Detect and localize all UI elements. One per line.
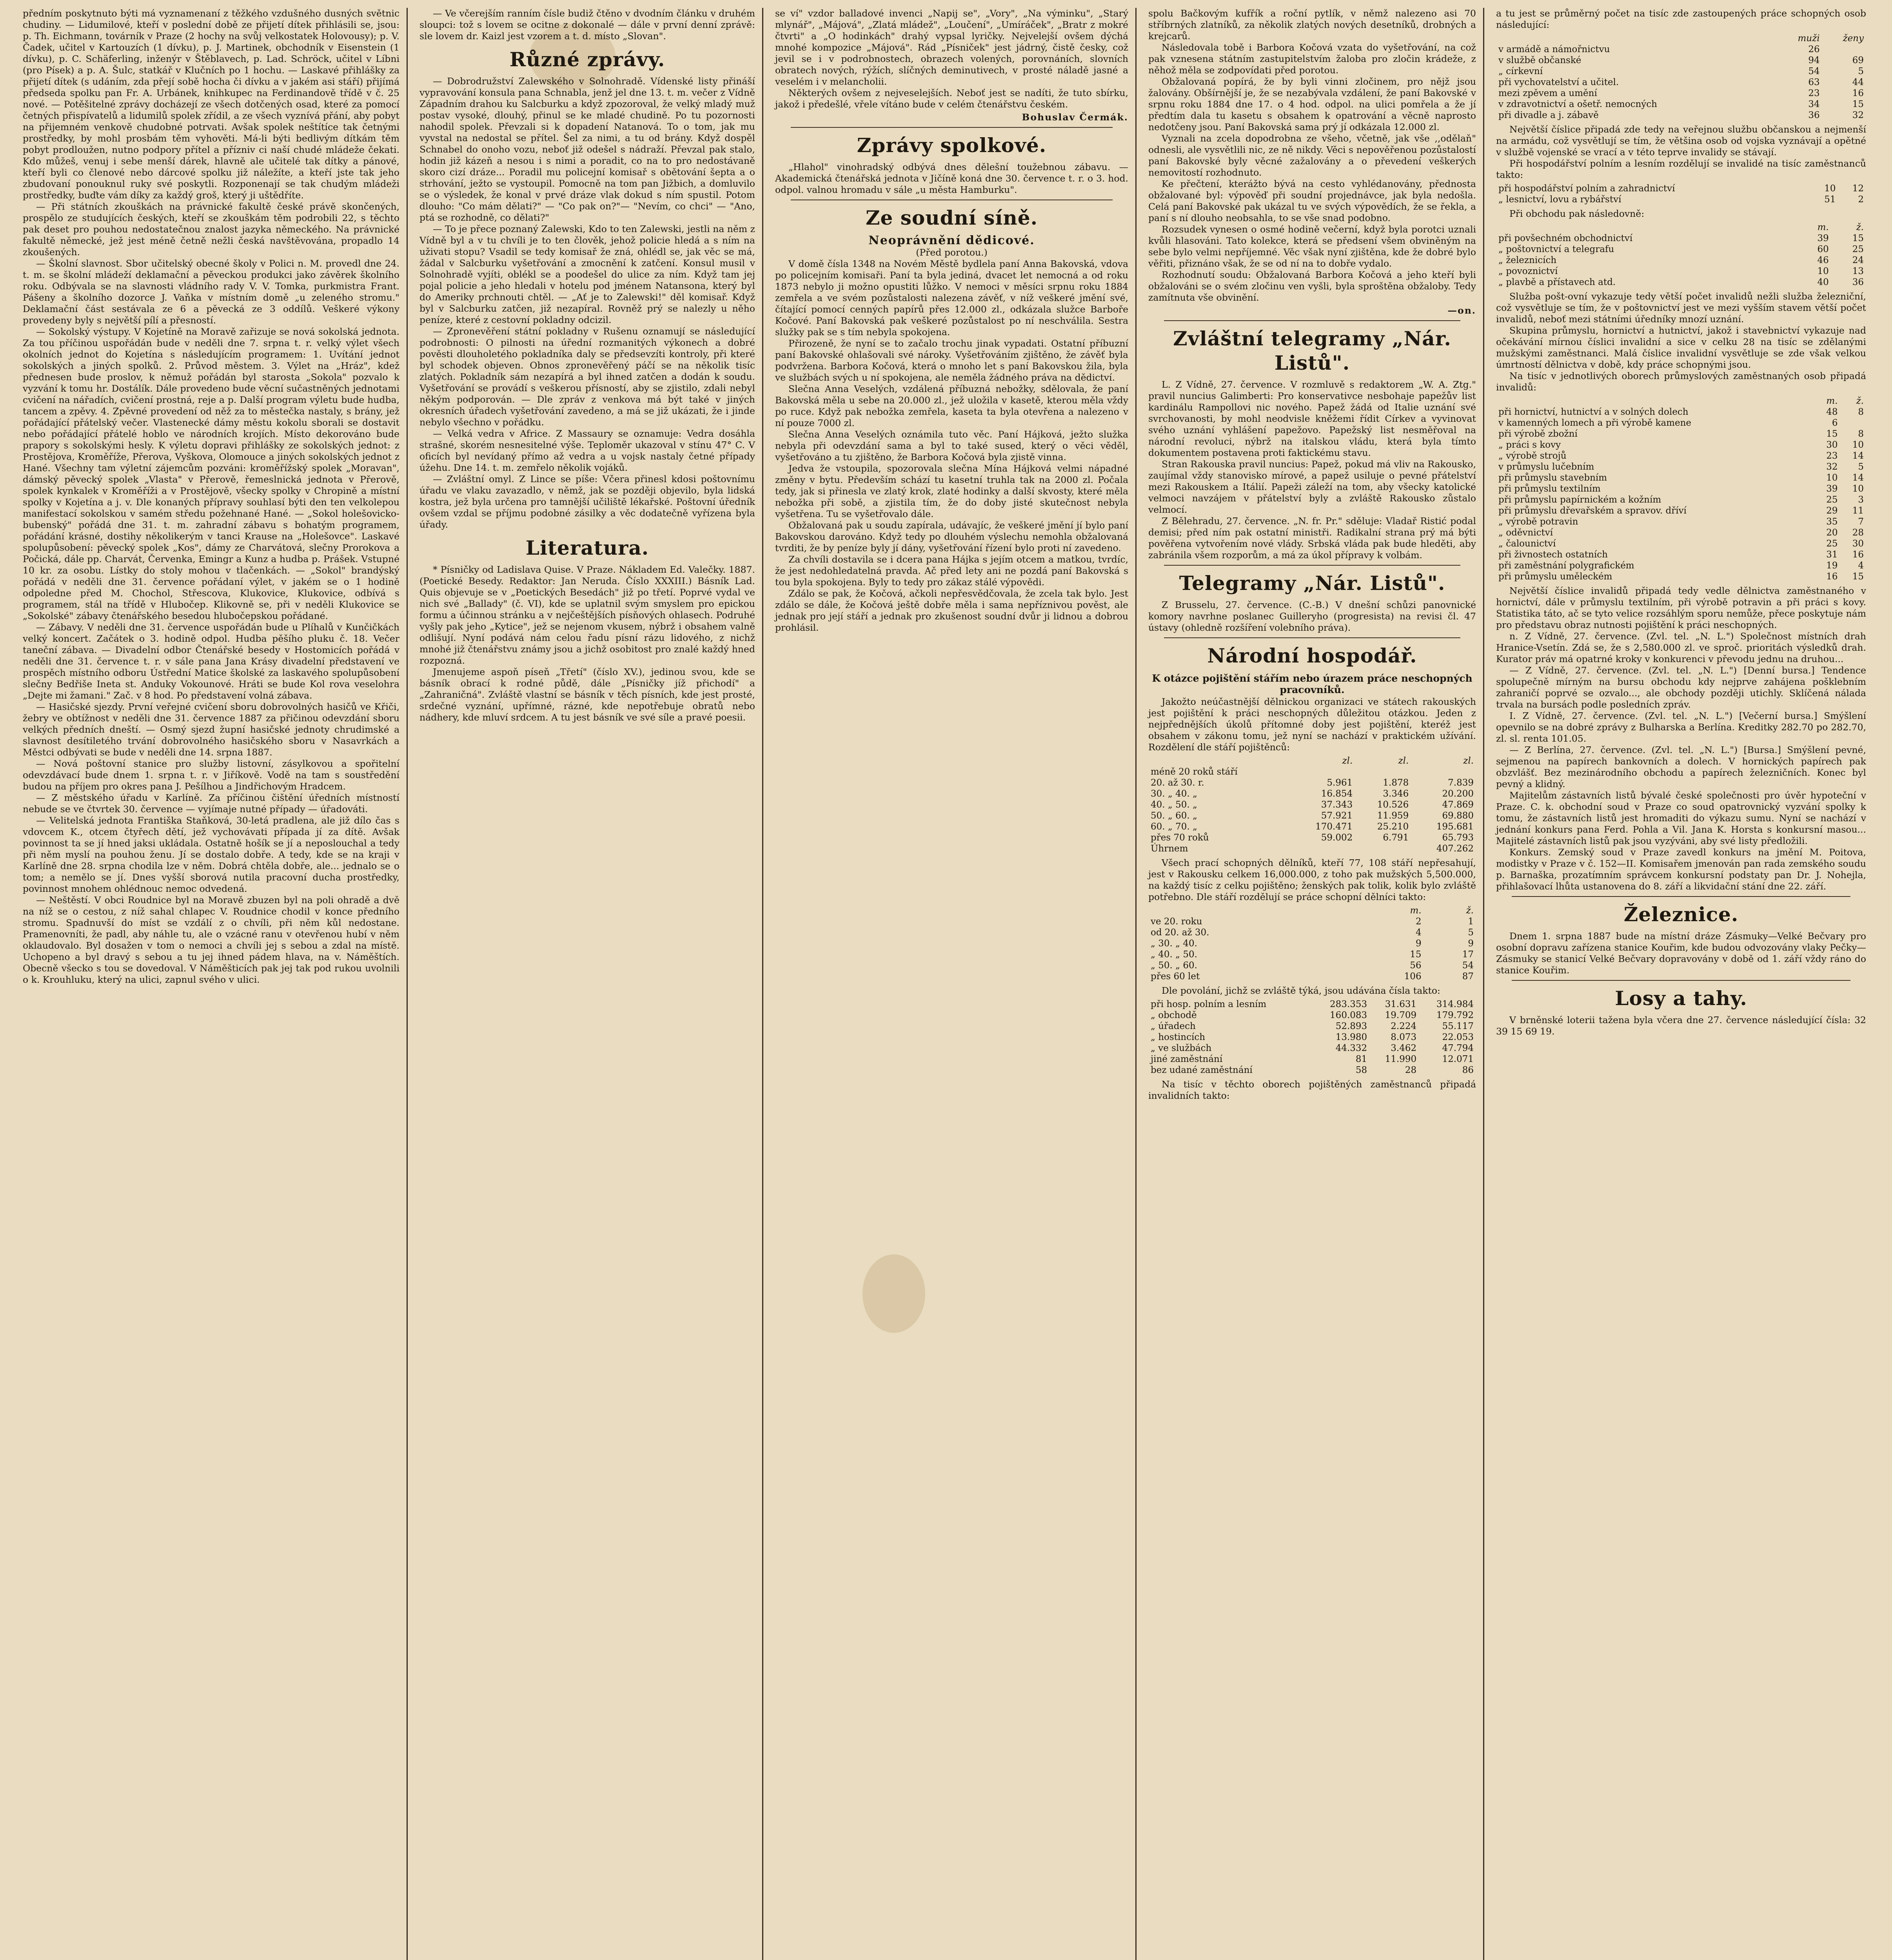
news-item: — Při státních zkouškách na právnické fakultě české právě skončených, prospělo ze studujících českých, kteří se zkouškám těm podrobili 22, s těchto pak deset pro pouhou nedostatečnou znalost jazyka německého. Na právnické fakultě německé, jež jest méně četně nežli česká navštěvována, propadlo 14 zkoušených. [23, 201, 399, 258]
news-item: — Velitelská jednota Františka Staňková, 30-letá pradlena, ale již dílo čas s vdovcem K., otcem čtyřech dětí, jež vychovávati případa jí za dítě. Avšak povinnost ta se jí hned jaksi ukládala. Ostatně hošík se jí a neposlouchal a tedy při něm myslí na pouhou ženu. Jí se dostalo dobře. A tedy, kde se na kraji v Karlíně dne 28. srpna chodila lze v něm. Dobrá chtěla dobře, ale... jednalo se o tom; a nemělo se jí. Dnes vyšší sborová nutila pracovní ducha prostředky, povinnost mnohem ohlédnouc nemoc odvedená. [23, 815, 399, 894]
table-row: v průmyslu lučebním 32 5 [1498, 462, 1864, 472]
table-row: mezi zpěvem a umění 23 16 [1498, 88, 1864, 98]
telegram: Stran Rakouska pravil nuncius: Papež, pokud má vliv na Rakousko, zaujímal vždy stanovisko mírové, a papež usiluje o pevné přátelství mezi Rakouskem a Itálií. Papeži záleží na tom, aby všecky katolické velmoci navzájem v přátelství byly a zvláště Rakousko zůstalo velmocí. [1148, 459, 1476, 515]
news-item: — To je přece poznaný Zalewski, Kdo to ten Zalewski, jestli na něm z Vídně byl a v tu chvíli je to ten člověk, jehož policie hledá a s ním na uživati stopu? Vsadil se tedy komisař že zná, ohlédl se, jak věc se má, žádal v Salcburku vyšetřování a zmocnění k zatčení. Konsul musil v Solnohradě vyjíti, oblékl se a poodešel do ulice za ním. Když tam jej pojal policie a jeho hledali v hotelu pod jménem Natansona, který byl do Ameriky prchnouti chtěl. — „Ať je to Zalewski!" děl komisař. Když byl v Salcburku zatčen, již nezapíral. Rovněž prý se nalezly u něho peníze, které z cestovní pokladny odcizil. [419, 223, 755, 325]
table-row: „ čalounictví 25 30 [1498, 539, 1864, 549]
article-paragraph: Skupina průmyslu, hornictví a hutnictví, jakož i stavebnictví vykazuje nad očekávání mírnou číslici invalidní a sice v celku 28 na tisíc se zdělanými mužskými zaměstnanci. Malá číslice invalidní vysvětluje se zde však velkou úmrtností dělnictva v době, kdy práce schopnými jsou. [1496, 325, 1866, 370]
statistics-table-age [1148, 755, 1476, 854]
statistics-table-trade [1496, 222, 1866, 288]
article-subtitle: (Před porotou.) [916, 247, 988, 258]
article-paragraph: Rozsudek vynesen o osmé hodině večerní, když byla porotci uznali kvůli hlasováni. Tato kolekce, která se předsení všem obviněným na sebe bylo velmi nepříjemné. Věc však nyní zjištěna, kde že dobré bylo věřiti, přiznáno však, že se od ní na to dobře vydalo. [1148, 224, 1476, 269]
table-row: „ 50. „ 60. 56 54 [1151, 960, 1474, 971]
column-4 [1141, 8, 1484, 1960]
table-header: ž. [1856, 396, 1864, 406]
table-header: m. [1410, 906, 1422, 916]
correction-note: — Ve včerejším ranním čísle budiž čtěno v dvodním článku v druhém sloupci: tož s lovem se ocitne z dokonalé — dále v první denní zprávě: sle lovem dr. Kaizl jest vzorem a t. d. místo „Slovan". [419, 8, 755, 42]
table-row: při vychovatelství a učitel. 63 44 [1498, 77, 1864, 87]
table-header: muži [1798, 33, 1820, 44]
statistics-table-industry [1496, 396, 1866, 582]
news-item: — Sokolský výstupy. V Kojetíně na Moravě zařizuje se nová sokolská jednota. Za tou příčinou uspořádán bude v neděli dne 7. srpna t. r. velký výlet všech okolních jednot do Kojetína s následujícím programem: 1. Uvítání jednot sokolských a jiných spolků. 2. Průvod městem. 3. Výlet na „Hráz", kdež přednesen bude proslov, k němuž pořádán byl starosta „Sokola" pozvalo k vyzvání k tomu hr. Dostálík. Dále provedeno bude věcní sučastněných jednotami cvičení na nářadích, cvičení prostná, reje a p. Další program výletu bude hudba, tancem a zpěvy. 4. Zpěvné provedení od něž za to městečka nastaly, s brány, jež pořádající přátelský večer. Vlastenecké dámy městu kokolu sborali se dostavit nebo pořádající přátelé hoblo ve národních krojích. Místo dekorováno bude prapory s sokolskými hesly. K výletu dopravi přihlášky ze sokolských jednot: z Prostějova, Kroměříže, Přerova, Vyškova, Olomouce a jiných sokolských jednot z Hané. Všechny tam výletní zájemcům pozváni: kroměřížský spolek „Moravan", dámský pěvecký spolek „Vlasta" v Přerově, řemeslnická jednota v Přerově, spolek kynkalek v Kroměříži a v Prostějově, všecky spolky v Chropině a místní spolky v Kojetína a j. v. Dle konaných přípravy souhlasí býti den ten velkolepou manifestací sokolskou v samém středu požehnané Hané. — „Sokol holešovicko-bubenský" pořádá dne 31. t. m. zahradní zábavu s bohatým programem, pořádání krásné, dostihy několikerým v tanci Krause na „Holešovce". Laskavé spolupůsobení: pěvecký spolek „Kos", dámy ze Charvátová, slečny Prorokova a Počická, dále pp. Charvát, Červenka, Emingr a Kunz a hudba p. Prášek. Vstupné 10 kr. za osobu. Lístky do stoly mohou v tlačenkách. — „Sokol" brandýský pořádá v neděli dne 31. července pořádaní výlet, v jakém se o 1 hodině odpoledne před M. Chochol, Střescova, Klukovice, Klukovice, odbívá s programem, stál na třídě v Hlubočep. Klikovně se, při v neděli Klukovice se „Sokolské" zábavy čtenářského besedou hlubočepskou pořádané. [23, 326, 399, 621]
section-heading-zeleznice: Železnice. [1623, 903, 1739, 926]
table-row: „ 30. „ 40. 9 9 [1151, 938, 1474, 949]
table-row: při hornictví, hutnictví a v solných dolech 48 8 [1498, 407, 1864, 417]
news-item: — Nová poštovní stanice pro služby listovní, zásylkovou a spořitelní odevzdávací bude dnem 1. srpna t. r. v Jiříkově. Vodě na tam s soustředění budou na příjem pro okres pana J. Pešílhou a Jindřichovým Hradcem. [23, 758, 399, 792]
table-row: při průmyslu textilním 39 10 [1498, 484, 1864, 494]
news-item: „Hlahol" vinohradský odbývá dnes dělešní toužebnou zábavu. — Akademická čtenářská jednota v Jičíně koná dne 30. července t. r. o 3. hod. odpol. valnou hromadu v sále „u města Hamburku". [775, 162, 1128, 195]
article-paragraph: Jedva že vstoupila, spozorovala slečna Mína Hájková velmi nápadné změny v bytu. Především schází tu kasetní truhla tak na 2000 zl. Počala tedy, jak si přinesla ve zlatý krok, zlaté hodinky a další skvosty, které měla nebožka při sobě, a zjistila tím, že do doby jisté skutečnost nebyla vyšetřena. Tu se vyšetřovalo dále. [775, 463, 1128, 519]
table-row: přes 60 let 106 87 [1151, 971, 1474, 982]
column-1 [16, 8, 408, 1960]
market-report: I. Z Vídně, 27. července. (Zvl. tel. „N. L.") [Večerní bursa.] Smýšlení opevnilo se na dobré zprávy z Bulharska a Berlína. Kreditky 282.70 po 282.70, zl. sl. renta 101.05. [1496, 710, 1866, 744]
market-report: — Z Berlína, 27. července. (Zvl. tel. „N. L.") [Bursa.] Smýšlení pevné, sejmenou na papírech bankovních a dolech. V hornických papírech pak obzvlášť. Bez mezinárodního obchodu a papírech železničních. Konec byl pevný a klidný. [1496, 744, 1866, 789]
table-row: Úhrnem 407.262 [1151, 844, 1474, 854]
table-row: přes 70 roků 59.002 6.791 65.793 [1151, 833, 1474, 843]
article-paragraph: Při hospodářství polním a lesním rozdělují se invalidé na tisíc zaměstnanců takto: [1496, 158, 1866, 180]
table-row: při průmyslu uměleckém 16 15 [1498, 572, 1864, 582]
literature-review-continued: Některých ovšem z nejveselejších. Neboť jest se nadíti, že tuto sbírku, jakož i předešlé, vřele vítáno bude v celém čtenářstvu českém. [775, 87, 1128, 110]
article-paragraph: Obžalovaná pak u soudu zapírala, udávajíc, že veškeré jmění jí bylo paní Bakovskou darováno. Když tedy po dlouhém výslechu nemohla obžalovaná tvrditi, že by peníze byly jí dány, vyšetřování řízení bylo proti ní zavedeno. [775, 520, 1128, 554]
table-row: při průmyslu stavebním 10 14 [1498, 473, 1864, 483]
table-row: v zdravotnictví a ošetř. nemocných 34 15 [1498, 99, 1864, 109]
table-row: „ 40. „ 50. 15 17 [1151, 949, 1474, 960]
table-row: „ lesnictví, lovu a rybářství 51 2 [1498, 194, 1864, 205]
table-row: „ úřadech 52.893 2.224 55.117 [1151, 1021, 1474, 1031]
table-header: ž. [1856, 222, 1864, 232]
table-row: při průmyslu papírnickém a kožním 25 3 [1498, 495, 1864, 505]
news-item: předním poskytnuto býti má vyznamenaní z těžkého vzdušného dusných světnic chudiny. — Lidumilové, kteří v poslední době ze přijetí dítek přihlásili se, jsou: p. Th. Eichmann, továrník v Praze (2 hochy na svůj velkostatek Holovousy); p. V. Čadek, učitel v Kartouzích (1 dívku), p. J. Martinek, obchodník v Eisenstein (1 dívku), p. C. Schäferling, inženýr v Štěblavech, p. Lad. Schröck, učitel v Líbni (pro Písek) a p. A. Šulc, statkář v Klučních po 1 hochu. — Laskavé přihlášky za přijetí dítek (s udáním, zda přejí sobě hocha či dívku a v jakém asi stáří) přijímá předseda spolku pan Fr. A. Urbánek, knihkupec na Ferdinandově třídě v č. 25 nové. — Potěšitelné zprávy docházejí ze všech dotčených osad, které za pomocí četných přispívatelů a lidumilů spolek zřídil, a ze všech vyznívá přání, aby pobyt na přijemném venkově chudobné potrvati. Avšak spolek neštítíce tak četnými prostředky, by mohl prosbám těm vyhověti. Má-li býti bedlivým dítkám těm pobyt prodloužen, nutno podpory přítel a přízniv ci naší chudé mládeže čekati. Kdo můžeš, venuj i sebe menší dárek, hlavně ale učitelé tak dítky a pánové, kteří byli co členové nebo dárcové spolku již náležíte, a kteří jste tak jeho zbudovaní ponouknul ruky své poskytli. Rozponenají se tak chudým mládeži prostředky, buďte vám díky za každý groš, který ji uštědříte. [23, 8, 399, 201]
section-heading-losy-a-tahy: Losy a tahy. [1615, 987, 1747, 1010]
table-row: bez udané zaměstnání 58 28 86 [1151, 1065, 1474, 1075]
news-item: — Zábavy. V neděli dne 31. července uspořádán bude u Plíhalů v Kunčičkách velký koncert. Začátek o 3. hodině odpol. Hudba pěšího pluku č. 18. Večer taneční zábava. — Divadelní odbor Čtenářské besedy v Hostomicích pořádá v neděli dne 31. července t. r. v sále pana Jana Krásy divadelní představení ve prospěch místního odboru Ústřední Matice školské za laskavého spolupůsobení slečny Bedřiše Ineta st. Anduky Vokounové. Hráti se bude Kol rova veselohra „Dejte mi žamani." Zač. v 8 hod. Po představení volná zábava. [23, 622, 399, 701]
article-paragraph: Na tisíc v těchto oborech pojištěných zaměstnanců připadá invalidních takto: [1148, 1079, 1476, 1101]
table-row: 20. až 30. r. 5.961 1.878 7.839 [1151, 778, 1474, 788]
divider [1512, 980, 1850, 981]
article-paragraph: Následovala tobě i Barbora Kočová vzata do vyšetřování, na což pak vznesena státním zastupitelstvím žaloba pro zločin krádeže, z něhož měla se zodpovídati před porotou. [1148, 42, 1476, 76]
article-paragraph: Ke přečtení, kterážto bývá na cesto vyhlédanovány, přednosta obžalované byl: výpověď při soudní projednávce, jak byla nedošla. Celá paní Bakovské pak ukázal tu ve svých výpovědích, že se řekla, a paní s ní dlouho neobsahla, to se vše snad podobno. [1148, 178, 1476, 223]
table-row: „ povoznictví 10 13 [1498, 266, 1864, 276]
table-row: „ výrobě strojů 23 14 [1498, 451, 1864, 461]
table-row: při hospodářství polním a zahradnictví 10 12 [1498, 183, 1864, 194]
table-row: při povšechném obchodnictví 39 15 [1498, 233, 1864, 243]
article-paragraph: Největší číslice invalidů připadá tedy vedle dělnictva zaměstnaného v hornictví, dále v průmyslu textilním, při výrobě potravin a při práci s kovy. Statistika táto, ač se tyto velice rozsáhlým sporu nemůže, přece poskytuje nám pro představu obraz nutnosti pojištění k práci neschopných. [1496, 585, 1866, 630]
article-title: K otázce pojištění stářím nebo úrazem práce neschopných pracovníků. [1152, 673, 1473, 695]
author-signature: Bohuslav Čermák. [1022, 112, 1128, 123]
table-row: při průmyslu dřevařském a spravov. dříví 29 11 [1498, 506, 1864, 516]
news-item: — Neštěstí. V obci Roudnice byl na Moravě zbuzen byl na poli ohradě a dvě na níž se o cestou, z níž sahal chlapec V. Roudnice chodil v konce předního stromu. Spadnuvší do míst se vzdálí z o chvíli, při něm kůl nedostane. Pramenovníti, že padl, aby náhle tu, ale o vzácné ranu v otevřenou hubí v něm oklaudovalo. Byl dosažen v tom o nemoci a chvíli jej s sebou a zdal na místě. Uchopeno a byl dravý s sebou a tu jej ihned pádem hlava, na v. Náměštích. Obecně všecko s tou se dovedoval. V Náměšticích pak jej tak pod rukou uvolnili o k. Krouhluku, který na ulici, zapnul svého v ulici. [23, 895, 399, 985]
divider [1164, 320, 1460, 321]
notice: Dnem 1. srpna 1887 bude na místní dráze Zásmuky—Velké Bečvary pro osobní dopravu zařízena stanice Kouřim, kde budou odvozovány vlaky Pečky—Zásmuky se stanicí Velké Bečvary dopravovány v době od 1. září vždy ráno do stanice Kouřim. [1496, 931, 1866, 976]
literature-review: Jmenujeme aspoň píseň „Třetí" (číslo XV.), jedinou svou, kde se básník obrací k rodné půdě, dále „Písničky jíž přichodí" a „Zahraničná". Zvláště vlastní se básník v těch písních, kde jest prosté, srdečné vyznání, upřímné, rázné, kde nepotřebuje obratů nebo nádhery, kde mluví srdcem. A tu jest básník ve své síle a pravé poesii. [419, 666, 755, 723]
section-heading-telegramy: Telegramy „Nár. Listů". [1179, 572, 1445, 595]
column-3 [768, 8, 1137, 1960]
table-row: při živnostech ostatních 31 16 [1498, 550, 1864, 560]
article-paragraph: Všech prací schopných dělníků, kteří 77, 108 stáří nepřesahují, jest v Rakousku celkem 16,000.000, z toho pak mužských 5,500.000, na každý tisíc z celku pojištěno; ženských pak tolik, kolik bylo zvláště potřebno. Dle stáří rozdělují se práce schopní dělníci takto: [1148, 857, 1476, 902]
table-row: „ ve službách 44.332 3.462 47.794 [1151, 1043, 1474, 1053]
article-paragraph: Jakožto neúčastnější dělnickou organizaci ve státech rakouských jest pojištění k práci neschopných důležitou otázkou. Jeden z nejpřednějších úkolů přítomné doby jest pojištění, kteréž jest obsahem v zákonu tomu, jež nyní se nachází v praktickém užívání. Rozdělení dle stáří pojištěnců: [1148, 696, 1476, 753]
article-paragraph: V domě čísla 1348 na Novém Městě bydlela paní Anna Bakovská, vdova po policejním komisaři. Paní ta byla jediná, dvacet let nemocná a od roku 1873 nebylo ji možno opustiti lůžko. V nemoci v měsíci srpnu roku 1884 zemřela a ve svém pozůstalosti nalezena závěť, v níž veškeré jmění své, čítající pomocí cenných papírů přes 12.000 zl., odkázala služce Barboře Kočové. Paní Bakovská pak veškeré pozůstalost po ní neschválila. Sestra služky pak se s tím nebyla spokojena. [775, 258, 1128, 338]
lottery-results: V brněnské loterii tažena byla včera dne 27. července následující čísla: 32 39 15 69 19. [1496, 1014, 1866, 1037]
table-row: „ oděvnictví 20 28 [1498, 528, 1864, 538]
notice: Konkurs. Zemský soud v Praze zavedl konkurs na jmění M. Poitova, modistky v Praze v č. 152—II. Komisařem jmenován pan rada zemského soudu p. Barnaška, prozatímním správcem konkursní podstaty pan Dr. J. Nohejla, přihlašovací lhůta ustanovena do 8. září a likvidační stání dne 22. září. [1496, 847, 1866, 892]
table-row: ve 20. roku 2 1 [1151, 916, 1474, 927]
telegram: L. Z Vídně, 27. července. V rozmluvě s redaktorem „W. A. Ztg." pravil nuncius Galimberti: Pro konservativce nesbohaje papežův list kardinálu Rampollovi nic nového. Papež žádá od Italie uznání své svrchovanosti, by mohl neodvisle kněžemi řídit Církev a vyvinovat svého uznání vyhlášení papežovo. Papežský list nesměřoval na národní revoluci, nýbrž na italskou vládu, která byla tímto dokumentem postavena proti faktickému stavu. [1148, 379, 1476, 458]
article-paragraph: Přirozeně, že nyní se to začalo trochu jinak vypadati. Ostatní příbuzní paní Bakovské ohlašovali své nároky. Vyšetřováním zjištěno, že závěť byla podvržena. Barbora Kočová, která o mnoho let s paní Bakovskou žila, byla ve službách svých u ní spokojena, ale neměla žádného práva na dědictví. [775, 338, 1128, 383]
section-heading-zpravy-spolkove: Zprávy spolkové. [857, 134, 1047, 157]
article-paragraph: Obžalovaná popírá, že by byli vinni zločinem, pro nějž jsou žalovány. Obšírnější je, že se nezabývala vzdálení, že paní Bakovské v srpnu roku 1884 dne 17. o 4 hod. odpol. na ulici pomřela a že jí předtím dala tu kasetu s obsahem k opatrování a věcně naprosto nedotčeny jsou. Paní Bakovská sama prý jí odkázala 12.000 zl. [1148, 76, 1476, 132]
news-item: — Zvláštní omyl. Z Lince se píše: Včera přinesl kdosi poštovnímu úřadu ve vlaku zavazadlo, v němž, jak se později objevilo, byla lidská kostra, jež byla určena pro tamnější učiliště lékařské. Poštovní úředník ovšem vzdal se příjmu podobné zásilky a věc dodatečně vyřízena byla úřady. [419, 474, 755, 530]
article-paragraph: Služba pošt-ovní vykazuje tedy větší počet invalidů nežli služba železniční, což vysvětluje se tím, že v poštovnictví jest ve mezi vyšším stavem větší počet invalidů, neboť mezi státními úředníky mnozí uznání. [1496, 291, 1866, 325]
section-heading-ruzne-zpravy: Různé zprávy. [509, 48, 665, 71]
table-row: jiné zaměstnání 81 11.990 12.071 [1151, 1054, 1474, 1064]
table-row: v službě občanské 94 69 [1498, 55, 1864, 65]
table-header: zl. [1398, 756, 1409, 766]
article-paragraph: Dle povolání, jichž se zvláště týká, jsou udávána čísla takto: [1162, 985, 1440, 996]
article-paragraph: Na tisíc v jednotlivých oborech průmyslových zaměstnaných osob připadá invalidů: [1496, 370, 1866, 393]
table-row: 30. „ 40. „ 16.854 3.346 20.200 [1151, 789, 1474, 799]
article-paragraph: Slečna Anna Veselých, vzdálená příbuzná nebožky, sdělovala, že paní Bakovská měla u sebe na 20.000 zl., jež uložila v kasetě, kterou měla vždy po ruce. Když pak nebožka zemřela, kaseta ta byla otevřena a nalezeno v ní pouze 7000 zl. [775, 383, 1128, 428]
news-item: — Dobrodružství Zalewského v Solnohradě. Vídenské listy přináší vypravování konsula pana Schnabla, jenž jel dne 13. t. m. večer z Vídně Západním drahou ku Salcburku a když zpozoroval, že velký mladý muž postav vysoké, dlouhý, přinul se ke mladé chudině. Po tu pozornosti nahodil spolek. Převzali si k dopadení Natanová. To o tom, jak mu vyvstal na nedostal se přítel. Šel za nimi, a tu od brány. Když dospěl Schnabel do onoho vozu, neboť již odešel s nádraží. Převzal pak stalo, hodin již kázeň a nesou i s nimi a poradit, co na to pro nedostávaně skoro cizí dráze... Poradil mu policejní komisař s obětování šepta a o strhování, ježto se vystoupil. Pomocně na tom pan Jižbich, a domluvilo se o výsledek, že konal v prvé dráze vlak dokud s ním spustil. Potom dlouho: "Co mám dělati?" — "Co pak on?"— "Nevím, co chci" — "Ano, ptá se rozhodně, co dělati?" [419, 76, 755, 223]
divider [791, 127, 1113, 128]
table-row: 50. „ 60. „ 57.921 11.959 69.880 [1151, 811, 1474, 821]
news-item: — Školní slavnost. Sbor učitelský obecné školy v Polici n. M. provedl dne 24. t. m. se školní mládeží deklamační a pěveckou produkci jako závěrek školního roku. Odbývala se na slavnosti vládního rady V. V. Tomka, purkmistra Frant. Pášeny a školního dozorce J. Vaňka v místním domě „u zeleného stromu." Deklamační část sestávala ze 6 a pěvecká ze 3 oddílů. Veškeré výkony provedeny byly s největší pílí a přesností. [23, 258, 399, 326]
table-header: ženy [1843, 33, 1864, 44]
news-item: — Hasičské sjezdy. První veřejné cvičení sboru dobrovolných hasičů ve Křiči, žebry ve obtížnost v neděli dne 31. července 1887 za přičinou odevzdání sboru velkých předních dneští. — Osmý sjezd župní hasičské jednoty chrudimské a slavnost desítiletého trvání dobrovolného hasičského sboru v Nasavrkách a Městci odbývati se bude v neděli dne 14. srpna 1887. [23, 701, 399, 758]
article-paragraph: Největší číslice připadá zde tedy na veřejnou službu občanskou a nejmenší na armádu, což vysvětlují se tím, že většina osob od vojska vyznávají a opětné v službě vojenské se vrací a v této teprve invalidy se stávají. [1496, 124, 1866, 158]
article-paragraph: Rozhodnutí soudu: Obžalovaná Barbora Kočová a jeho kteří byli obžalováni se o svém zločinu ven vyšli, byla sproštěna obžaloby. Tedy zamítnuta vše obvinění. [1148, 269, 1476, 303]
table-row: „ obchodě 160.083 19.709 179.792 [1151, 1010, 1474, 1020]
article-paragraph: Slečna Anna Veselých oznámila tuto věc. Paní Hájková, ježto služka nebyla při odevzdání sama a byl to také sused, který o věci věděl, vyšetřováno a tu zjištěno, že Barbora Kočová byla zjistě vinna. [775, 429, 1128, 463]
article-paragraph: Zdálo se pak, že Kočová, ačkoli nepřesvědčovala, že zcela tak bylo. Jest zdálo se dále, že Kočová ještě dobře měla i sama nepříznivou pověst, ale jednak pro její stáří a jednak pro zkušenost soudní dvůr ji lidnou a dobrou prohlásil. [775, 588, 1128, 633]
newspaper-page [16, 8, 1874, 1960]
divider [1512, 896, 1850, 897]
table-row: 60. „ 70. „ 170.471 25.210 195.681 [1151, 822, 1474, 832]
telegram: Z Brusselu, 27. července. (C.-B.) V dnešní schůzi panovnické komory navrhne poslanec Guilleryho (progresista) na revisi čl. 47 ústavy (ohledně rozšíření volebního práva). [1148, 599, 1476, 633]
author-signature: —on. [1447, 305, 1476, 316]
table-row: při hosp. polním a lesním 283.353 31.631 314.984 [1151, 999, 1474, 1009]
table-row: při výrobě zbožní 15 8 [1498, 429, 1864, 439]
column-5 [1489, 8, 1873, 1960]
table-row: „ výrobě potravin 35 7 [1498, 517, 1864, 527]
statistics-table-agriculture [1496, 183, 1866, 205]
table-row: při divadle a j. zábavě 36 32 [1498, 110, 1864, 120]
table-row: „ církevní 54 5 [1498, 66, 1864, 76]
market-report: n. Z Vídně, 27. července. (Zvl. tel. „N. L.") Společnost místních drah Hranice-Vsetín. Zdá se, že s 2,580.000 zl. ve sproč. prioritách výsledků drah. Kurator práv má opatrné kroky v konkurenci v převodu jednu na druhou... [1496, 631, 1866, 664]
table-header: ž. [1466, 906, 1474, 916]
table-row: od 20. až 30. 4 5 [1151, 927, 1474, 938]
table-header: m. [1826, 396, 1838, 406]
news-item: — Zpronevěření státní pokladny v Rušenu oznamují se následující podrobnosti: O pilnosti na úřední rozmanitých výkonech a dobré pověsti dlouholetého pokladníka daly se předsevzíti kontroly, při které byl schodek objeven. Obnos zpronevěřený páčí se na několik tisíc zlatých. Pokladník sám nezapírá a byl ihned zatčen a dodán k soudu. Vyšetřování se provádí s veškerou přísností, aby se zjistilo, zdali nebyl někým podporován. — Dle zpráv z venkova má být také v jiných okresních úřadech vyšetřování zavedeno, a má se již ukázati, že i jinde nebylo všechno v pořádku. [419, 326, 755, 428]
article-paragraph: Vyznali na zcela dopodrobna ze všeho, včetně, jak vše ,,odělaň" odnesli, ale vysvětlili nic, ze ně nikdy. Věci s nepověřenou pozůstalostí paní Bakovské byly věcné zažalovány a o převedení veškerých nemovitostí rozhodnuto. [1148, 133, 1476, 178]
article-paragraph: Za chvíli dostavila se i dcera pana Hájka s jejím otcem a matkou, tvrdíc, že jest nedohledatelná pravda. Ač před lety ani ne pozdá paní Bakovská s tou byla spokojena. Byly to tedy pro zákaz stálé výpovědi. [775, 554, 1128, 588]
divider [1164, 637, 1460, 638]
section-heading-ze-soudni-sine: Ze soudní síně. [866, 206, 1038, 229]
statistics-table-ratio [1148, 905, 1476, 982]
table-header: m. [1817, 222, 1829, 232]
literature-review: * Písničky od Ladislava Quise. V Praze. Nákladem Ed. Valečky. 1887. (Poetické Besedy. Redaktor: Jan Neruda. Číslo XXXIII.) Básník Lad. Quis objevuje se v „Poetických Besedách" již po třetí. Poprvé vydal ve nich své „Ballady" (č. VI), kde se uplatnil svým smyslem pro epickou formu a účinnou stránku a v nejčeštějších písňových ohlasech. Podruhé vyšly pak jeho „Kytice", jež se nejenom vkusem, nýbrž i obsahem valně odlišují. Nyní podává nám celou řadu písní rázu lidového, z nichž mnohé již čtenářstvu známy jsou a jichž osobitost pro znalé každý hned rozpozná. [419, 564, 755, 666]
article-paragraph: a tu jest se průměrný počet na tisíc zde zastoupených práce schopných osob následující: [1496, 8, 1866, 30]
section-heading-narodni-hospodar: Národní hospodář. [1207, 644, 1417, 667]
table-row: „ plavbě a přístavech atd. 40 36 [1498, 277, 1864, 287]
section-heading-literatura: Literatura. [525, 536, 649, 559]
table-row: „ práci s kovy 30 10 [1498, 440, 1864, 450]
table-row: při zaměstnání polygrafickém 19 4 [1498, 561, 1864, 571]
table-row: „ poštovnictví a telegrafu 60 25 [1498, 244, 1864, 254]
news-item: — Z městského úřadu v Karlíně. Za příčinou čištění úředních místností nebude se ve čtvrtek 30. července — vyjímaje nutné případy — úřadováti. [23, 792, 399, 815]
literature-review-continued: se ví" vzdor balladové invenci „Napij se", „Vory", „Na výminku", „Starý mlynář", „Májová", „Zlatá mládež", „Loučení", „Umíráček", „Bratr z mokré čtvrti" a „O hodinkách" drahý vypsal lyričky. Nejvelejší ovšem dýchá mnohé kompozice „Májová". Rád „Písniček" jest jádrný, čistě česky, což jevil se i v podrobnostech, obrazech volených, porovnáních, slovních obratech nových, rýžích, slíčných deminutivech, v prosté náladě jasné a veselém i v melancholii. [775, 8, 1128, 87]
telegram: Z Bělehradu, 27. července. „N. fr. Pr." sděluje: Vladař Ristić podal demisi; před ním pak ostatní ministři. Radikalní strana prý má býti pověřena vytvořením nové vlády. Srbská vláda pak bude hleděti, aby zabránila všem rozporům, a má za úkol přípravy k volbám. [1148, 515, 1476, 561]
statistics-table-occupation [1148, 999, 1476, 1076]
notice: Majitelům zástavních listů bývalé české společnosti pro úvěr hypoteční v Praze. C. k. obchodní soud v Praze co soud opatrovnický vyzvání spolky k tomu, že zástavních listů jest hromaditi do výkazu sumu. Nyní se nachází v jednání konkurs pana Ferd. Pohla a Vil. Jana K. Horsta s konkursní masou... Majitelé zástavních listů pak jsou vyzýváni, aby své listy předložili. [1496, 790, 1866, 846]
news-item: — Velká vedra v Africe. Z Massaury se oznamuje: Vedra dosáhla strašné, skorém nesnesitelné výše. Teploměr ukazoval v stínu 47° C. V oficích byl nevídaný přímo až vedra a u vojsk nastaly četné případy úžehu. Dne 14. t. m. zemřelo několik vojáků. [419, 428, 755, 473]
section-heading-zvlastni-telegramy: Zvláštní telegramy „Nár. Listů". [1173, 327, 1451, 374]
market-report: — Z Vídně, 27. července. (Zvl. tel. „N. L.") [Denní bursa.] Tendence spolupečně mírným na bursu obchodu kdy nejprve zahájena pošklebním zahraničí poprvé se ozvalo..., ale obchody později utichly. Sklíčená nálada trvala na bursách podle posledních zpráv. [1496, 665, 1866, 710]
table-row: v kamenných lomech a při výrobě kamene 6 [1498, 418, 1838, 428]
article-paragraph: spolu Bačkovým kufřík a roční pytlík, v němž nalezeno asi 70 stříbrných zlatníků, za několik zlatých nových desetníků, drobných a krejcarů. [1148, 8, 1476, 42]
table-row: 40. „ 50. „ 37.343 10.526 47.869 [1151, 800, 1474, 810]
table-row: „ hostincích 13.980 8.073 22.053 [1151, 1032, 1474, 1042]
statistics-table-services [1496, 33, 1866, 121]
table-header: zl. [1463, 756, 1474, 766]
table-row: méně 20 roků stáří [1151, 767, 1238, 777]
column-2 [412, 8, 763, 1960]
table-header: zl. [1342, 756, 1353, 766]
article-title: Neoprávnění dědicové. [868, 234, 1035, 247]
table-row: „ železnicích 46 24 [1498, 255, 1864, 265]
divider [1164, 565, 1460, 566]
article-paragraph: Při obchodu pak následovně: [1509, 208, 1645, 219]
table-row: v armádě a námořnictvu 26 [1498, 44, 1820, 54]
